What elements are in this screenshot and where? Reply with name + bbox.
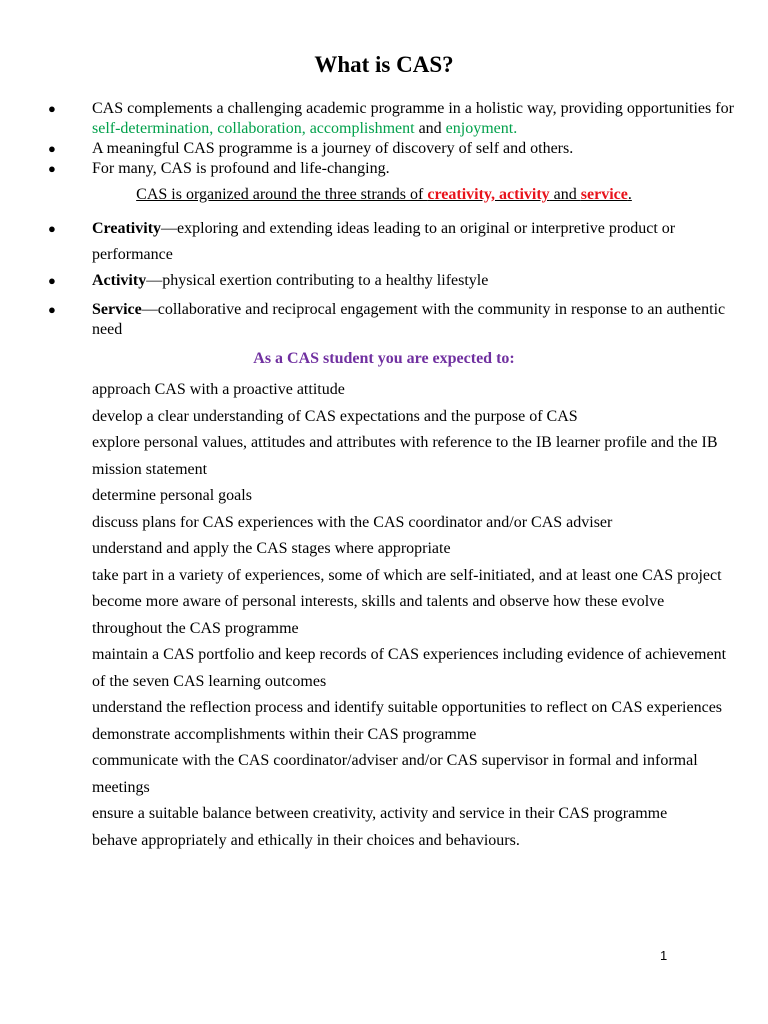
student-expectations-list bbox=[92, 377, 732, 854]
intro-item-3: ● For many, CAS is profound and life-changing. bbox=[48, 160, 390, 177]
intro-item-1: ● CAS complements a challenging academic programme in a holistic way, providing opportunities for self-determination, collaboration, accomplishment and enjoyment. bbox=[48, 100, 734, 137]
bullet-icon: ● bbox=[48, 273, 56, 288]
highlight-green: self-determination, collaboration, accomplishment bbox=[92, 120, 415, 137]
expected-heading: As a CAS student you are expected to: bbox=[253, 350, 515, 367]
bullet-icon: ● bbox=[48, 141, 56, 156]
definition-activity: ● Activity—physical exertion contributing to a healthy lifestyle bbox=[48, 268, 738, 294]
definition-creativity: ● Creativity—exploring and extending ideas leading to an original or interpretive product or performance bbox=[48, 216, 738, 268]
page-title: What is CAS? bbox=[314, 52, 454, 77]
list-item: understand and apply the CAS stages where appropriate bbox=[92, 540, 451, 557]
highlight-red: service bbox=[580, 186, 628, 203]
list-item: explore personal values, attitudes and attributes with reference to the IB learner profile and the IB mission statement bbox=[92, 434, 718, 478]
list-item: communicate with the CAS coordinator/adviser and/or CAS supervisor in formal and informal meetings bbox=[92, 752, 698, 796]
bullet-icon: ● bbox=[48, 302, 56, 317]
definition-term: Creativity bbox=[92, 220, 162, 237]
bullet-icon: ● bbox=[48, 221, 56, 236]
strand-definitions bbox=[48, 216, 738, 340]
definition-term: Service bbox=[92, 301, 142, 318]
highlight-green: enjoyment bbox=[445, 120, 514, 137]
list-item: behave appropriately and ethically in their choices and behaviours. bbox=[92, 831, 520, 849]
intro-item-2: ● A meaningful CAS programme is a journey of discovery of self and others. bbox=[48, 140, 574, 157]
list-item: determine personal goals bbox=[92, 487, 252, 504]
list-item: become more aware of personal interests, skills and talents and observe how these evolve throughout the CAS programme bbox=[92, 593, 665, 637]
list-item: demonstrate accomplishments within their CAS programme bbox=[92, 725, 477, 743]
definition-term: Activity bbox=[92, 272, 147, 289]
list-item: maintain a CAS portfolio and keep records of CAS experiences including evidence of achievement of the seven CAS learning outcomes bbox=[92, 646, 727, 690]
page-number: 1 bbox=[660, 948, 668, 963]
list-item: take part in a variety of experiences, some of which are self-initiated, and at least one CAS project bbox=[92, 566, 722, 584]
list-item: understand the reflection process and identify suitable opportunities to reflect on CAS experiences bbox=[92, 699, 723, 716]
list-item: approach CAS with a proactive attitude bbox=[92, 381, 345, 398]
intro-list bbox=[48, 99, 738, 179]
strands-statement: CAS is organized around the three strands of creativity, activity and service. bbox=[136, 186, 632, 203]
list-item: develop a clear understanding of CAS expectations and the purpose of CAS bbox=[92, 407, 578, 425]
list-item: discuss plans for CAS experiences with the CAS coordinator and/or CAS adviser bbox=[92, 513, 613, 531]
bullet-icon: ● bbox=[48, 161, 56, 176]
bullet-icon: ● bbox=[48, 101, 56, 116]
list-item: ensure a suitable balance between creativity, activity and service in their CAS programme bbox=[92, 805, 668, 822]
highlight-red: creativity, activity bbox=[427, 186, 550, 203]
definition-service: ● Service—collaborative and reciprocal engagement with the community in response to an authentic need bbox=[48, 301, 726, 338]
